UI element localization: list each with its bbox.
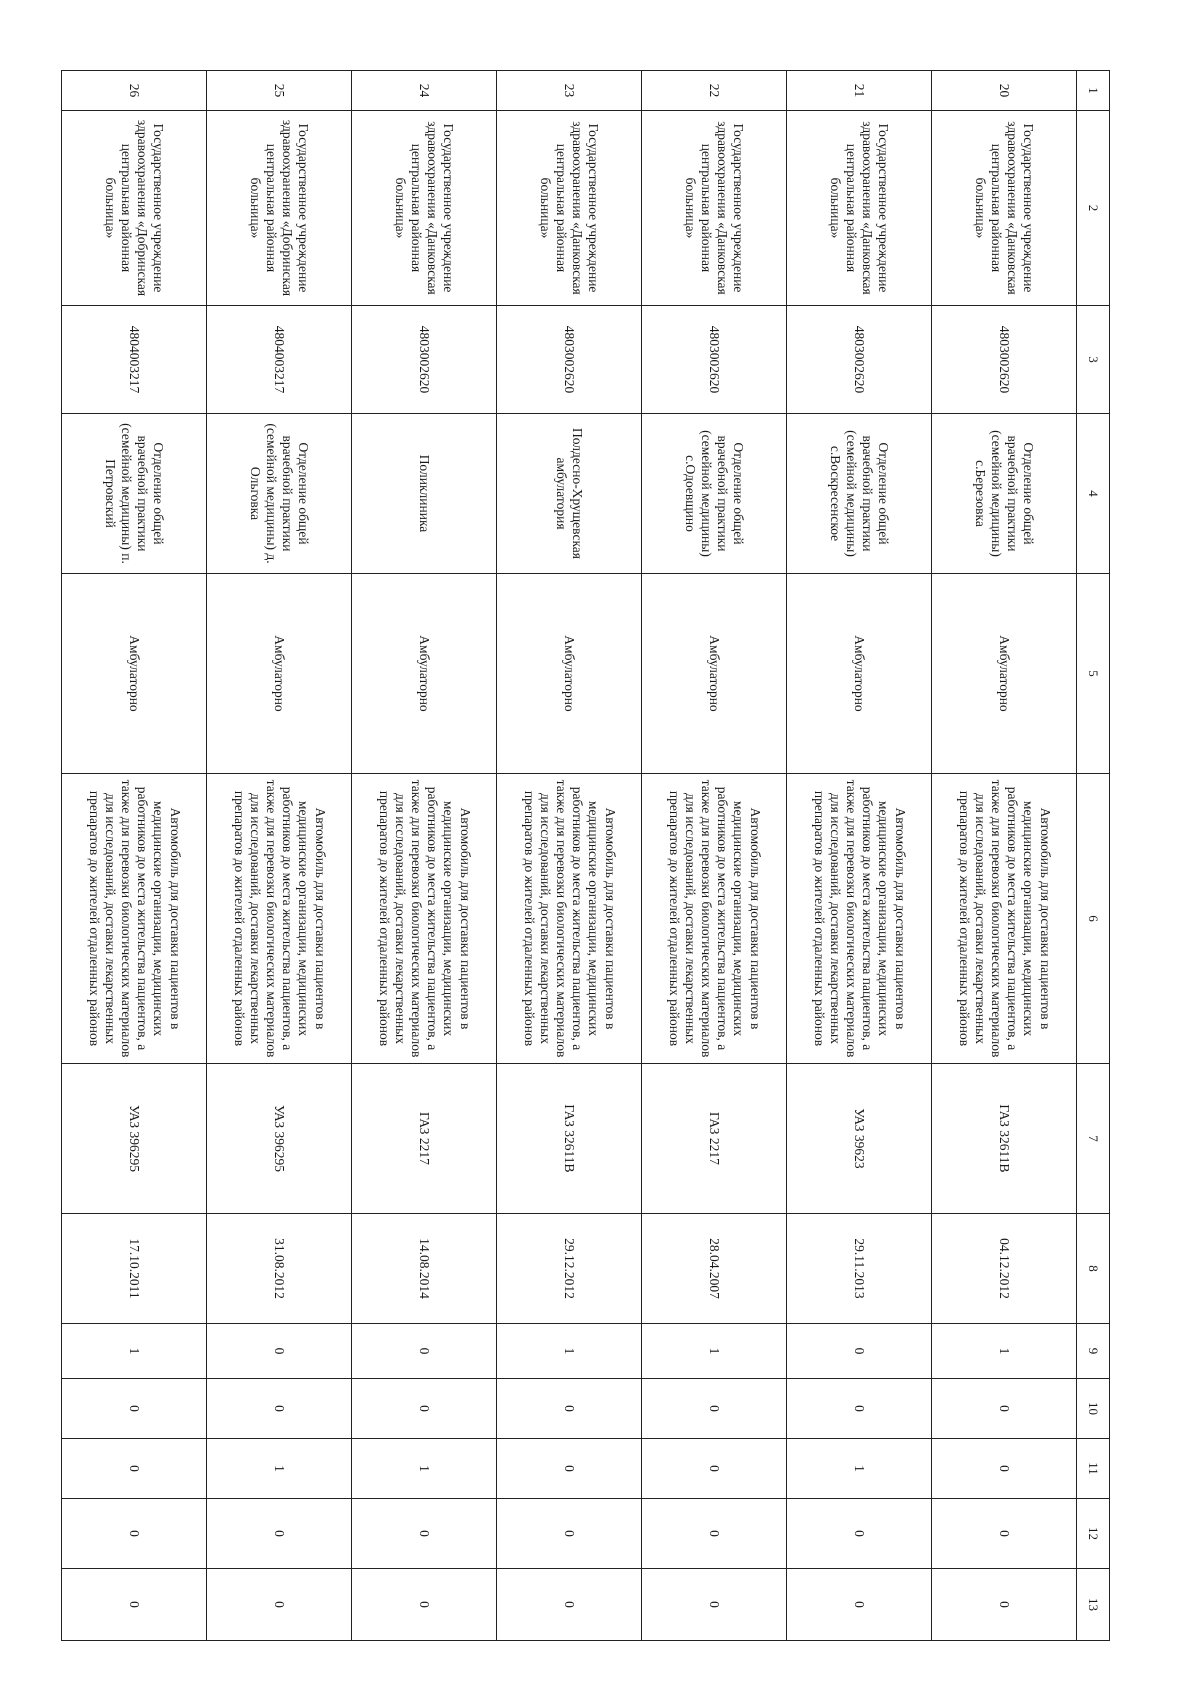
col-10-value: 0 [62,1379,207,1439]
subdivision: Отделение общей врачебной практики (семейной медицины) с.Березовка [932,414,1077,574]
col-11-value: 1 [207,1439,352,1499]
subdivision: Отделение общей врачебной практики (семейной медицины) с.Одоевщино [642,414,787,574]
row-number: 21 [787,71,932,111]
col-9-value: 1 [62,1324,207,1379]
table-row [207,71,352,1641]
col-12-value: 0 [497,1499,642,1569]
col-10-value: 0 [932,1379,1077,1439]
vehicle-purpose: Автомобиль для доставки пациентов в медицинские организации, медицинских работников до места жительства пациентов, а также для перевозки биологических материалов для исследований, доставки лекарственных препаратов до жителей отдаленных районов [787,774,932,1064]
col-12-value: 0 [932,1499,1077,1569]
col-9-value: 1 [497,1324,642,1379]
col-10-value: 0 [207,1379,352,1439]
vehicle-purpose: Автомобиль для доставки пациентов в медицинские организации, медицинских работников до места жительства пациентов, а также для перевозки биологических материалов для исследований, доставки лекарственных препаратов до жителей отдаленных районов [62,774,207,1064]
vehicle-model: ГАЗ 32611В [497,1064,642,1214]
vehicle-purpose: Автомобиль для доставки пациентов в медицинские организации, медицинских работников до места жительства пациентов, а также для перевозки биологических материалов для исследований, доставки лекарственных препаратов до жителей отдаленных районов [932,774,1077,1064]
col-header-1: 1 [1077,71,1110,111]
col-10-value: 0 [497,1379,642,1439]
col-13-value: 0 [352,1569,497,1641]
inn: 4803002620 [787,306,932,414]
vehicle-table [61,70,1110,1641]
subdivision: Поликлиника [352,414,497,574]
table-row [787,71,932,1641]
col-12-value: 0 [642,1499,787,1569]
vehicle-purpose: Автомобиль для доставки пациентов в медицинские организации, медицинских работников до места жительства пациентов, а также для перевозки биологических материалов для исследований, доставки лекарственных препаратов до жителей отдаленных районов [642,774,787,1064]
col-13-value: 0 [642,1569,787,1641]
col-13-value: 0 [62,1569,207,1641]
inn: 4804003217 [207,306,352,414]
rotated-page [70,70,1110,1640]
table-row [642,71,787,1641]
col-12-value: 0 [787,1499,932,1569]
col-header-6: 6 [1077,774,1110,1064]
vehicle-date: 14.08.2014 [352,1214,497,1324]
row-number: 24 [352,71,497,111]
col-10-value: 0 [642,1379,787,1439]
row-number: 22 [642,71,787,111]
col-11-value: 1 [787,1439,932,1499]
col-9-value: 0 [207,1324,352,1379]
subdivision: Полдесно-Хрущевская амбулатория [497,414,642,574]
inn: 4804003217 [62,306,207,414]
col-9-value: 0 [787,1324,932,1379]
col-header-12: 12 [1077,1499,1110,1569]
vehicle-purpose: Автомобиль для доставки пациентов в медицинские организации, медицинских работников до места жительства пациентов, а также для перевозки биологических материалов для исследований, доставки лекарственных препаратов до жителей отдаленных районов [352,774,497,1064]
table-row [352,71,497,1641]
col-11-value: 0 [642,1439,787,1499]
vehicle-model: УАЗ 396295 [62,1064,207,1214]
col-header-8: 8 [1077,1214,1110,1324]
care-conditions: Амбулаторно [932,574,1077,774]
vehicle-model: ГАЗ 32611В [932,1064,1077,1214]
care-conditions: Амбулаторно [352,574,497,774]
organization-name: Государственное учреждение здравоохранения «Данковская центральная районная больница» [497,111,642,306]
vehicle-date: 29.11.2013 [787,1214,932,1324]
col-9-value: 1 [932,1324,1077,1379]
care-conditions: Амбулаторно [642,574,787,774]
row-number: 26 [62,71,207,111]
vehicle-model: ГАЗ 2217 [352,1064,497,1214]
vehicle-date: 29.12.2012 [497,1214,642,1324]
organization-name: Государственное учреждение здравоохранения «Данковская центральная районная больница» [787,111,932,306]
vehicle-model: ГАЗ 2217 [642,1064,787,1214]
vehicle-purpose: Автомобиль для доставки пациентов в медицинские организации, медицинских работников до места жительства пациентов, а также для перевозки биологических материалов для исследований, доставки лекарственных препаратов до жителей отдаленных районов [497,774,642,1064]
col-header-2: 2 [1077,111,1110,306]
table-row [62,71,207,1641]
vehicle-purpose: Автомобиль для доставки пациентов в медицинские организации, медицинских работников до места жительства пациентов, а также для перевозки биологических материалов для исследований, доставки лекарственных препаратов до жителей отдаленных районов [207,774,352,1064]
care-conditions: Амбулаторно [787,574,932,774]
vehicle-date: 17.10.2011 [62,1214,207,1324]
subdivision: Отделение общей врачебной практики (семейной медицины) п. Петровский [62,414,207,574]
col-11-value: 0 [497,1439,642,1499]
table-row [932,71,1077,1641]
col-10-value: 0 [787,1379,932,1439]
header-row [1077,71,1110,1641]
table-row [497,71,642,1641]
inn: 4803002620 [642,306,787,414]
col-header-3: 3 [1077,306,1110,414]
organization-name: Государственное учреждение здравоохранения «Данковская центральная районная больница» [642,111,787,306]
col-9-value: 1 [642,1324,787,1379]
vehicle-model: УАЗ 396295 [207,1064,352,1214]
organization-name: Государственное учреждение здравоохранения «Данковская центральная районная больница» [352,111,497,306]
col-9-value: 0 [352,1324,497,1379]
col-header-7: 7 [1077,1064,1110,1214]
organization-name: Государственное учреждение здравоохранения «Добринская центральная районная больница» [207,111,352,306]
col-10-value: 0 [352,1379,497,1439]
col-11-value: 0 [62,1439,207,1499]
col-13-value: 0 [932,1569,1077,1641]
care-conditions: Амбулаторно [62,574,207,774]
vehicle-date: 04.12.2012 [932,1214,1077,1324]
col-header-11: 11 [1077,1439,1110,1499]
organization-name: Государственное учреждение здравоохранения «Добринская центральная районная больница» [62,111,207,306]
col-header-10: 10 [1077,1379,1110,1439]
row-number: 25 [207,71,352,111]
col-13-value: 0 [497,1569,642,1641]
col-header-9: 9 [1077,1324,1110,1379]
col-12-value: 0 [352,1499,497,1569]
col-header-4: 4 [1077,414,1110,574]
inn: 4803002620 [497,306,642,414]
subdivision: Отделение общей врачебной практики (семейной медицины) д. Ольговка [207,414,352,574]
col-13-value: 0 [787,1569,932,1641]
col-13-value: 0 [207,1569,352,1641]
vehicle-date: 28.04.2007 [642,1214,787,1324]
organization-name: Государственное учреждение здравоохранения «Данковская центральная районная больница» [932,111,1077,306]
care-conditions: Амбулаторно [207,574,352,774]
row-number: 20 [932,71,1077,111]
col-12-value: 0 [62,1499,207,1569]
inn: 4803002620 [932,306,1077,414]
care-conditions: Амбулаторно [497,574,642,774]
vehicle-model: УАЗ 39623 [787,1064,932,1214]
col-header-13: 13 [1077,1569,1110,1641]
subdivision: Отделение общей врачебной практики (семейной медицины) с.Воскресенское [787,414,932,574]
col-11-value: 0 [932,1439,1077,1499]
inn: 4803002620 [352,306,497,414]
col-header-5: 5 [1077,574,1110,774]
row-number: 23 [497,71,642,111]
col-11-value: 1 [352,1439,497,1499]
vehicle-date: 31.08.2012 [207,1214,352,1324]
col-12-value: 0 [207,1499,352,1569]
